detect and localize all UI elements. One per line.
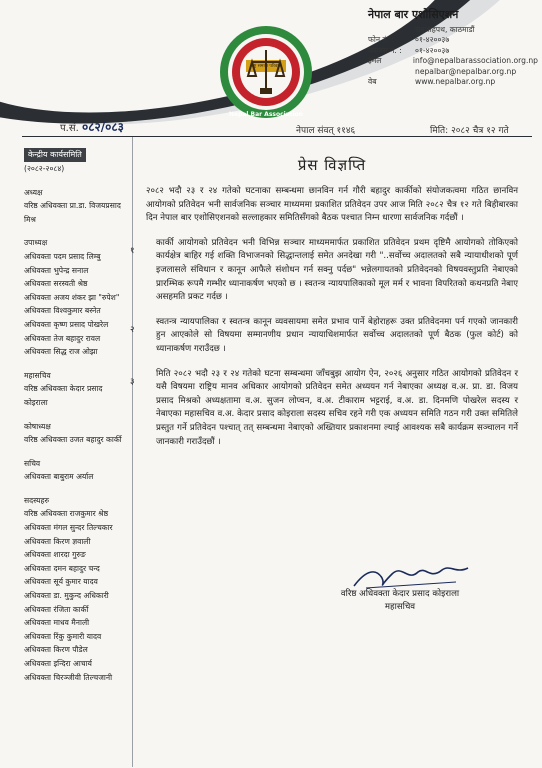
member-name: अधिवक्ता मंगल सुन्दर तिल्चकार	[24, 523, 113, 533]
org-email-row	[368, 56, 538, 67]
member-name: अधिवक्ता अजय शंकर झा "रुपेश"	[24, 292, 120, 302]
date-label: मिति:	[430, 126, 449, 136]
point-number: १	[130, 245, 135, 256]
press-release-title: प्रेस विज्ञप्ति	[297, 156, 367, 174]
org-address: रामशाहपथ, काठमाडौं	[415, 24, 475, 34]
section-title-vice-presidents: उपाध्यक्ष	[24, 238, 48, 248]
member-name: वरिष्ठ अधिवक्ता राजकुमार श्रेष्ठ	[24, 509, 109, 519]
member-name: अधिवक्ता सरस्वती श्रेष्ठ	[24, 279, 88, 289]
org-phone: ०१-४२००३७	[415, 35, 450, 44]
member-name: अधिवक्ता दमन बहादुर चन्द	[24, 563, 100, 573]
point-text: मिति २०८२ भदौ २३ र २४ गतेको घटना सम्बन्धमा जाँचबुझ आयोग ऐन, २०२६ अनुसार गठित आयोगको प्रतिवेदन र यसै विषयमा राष्ट्रिय मानव अधिकार आयोगको प्रतिवेदन समेत अध्ययन गर्न नेबाएका अध्यक्ष व.अ. प्रा. डा. विजय प्रसाद मिश्रको अध्यक्षतामा व.अ. सुजन लोप्चन, व.अ. टीकाराम भट्टराई, व.अ. डा. दिनमणि पोखरेल सदस्य र नेबाएका महासचिव व.अ. केदार प्रसाद कोइराला सदस्य सचिव रहने गरी एक अध्ययन समिति गठन गरी उक्त समितिले प्रस्तुत गर्ने प्रतिवेदन पश्चात् तत् सम्बन्धमा नेबाएको अख्तियार प्रकाशनमा ल्याई आवश्यक सबै कार्यक्रम सञ्चालन गर्ने जानकारी गराउँदछौं ।	[156, 368, 518, 447]
org-phone-row	[368, 35, 538, 46]
org-email-2[interactable]: nepalbar@nepalbar.org.np	[415, 66, 517, 76]
committee-sidebar	[24, 148, 128, 684]
org-address-row	[368, 25, 538, 36]
member-name: अधिवक्ता शारदा गुरुङ	[24, 550, 86, 560]
header-divider	[22, 136, 532, 137]
point-text: स्वतन्त्र न्यायपालिका र स्वतन्त्र कानून व्यवसायमा समेत प्रभाव पार्ने बेहोराहरू उक्त प्रतिवेदनमा पर्न गएको जानकारी हुन आएकोले सो विषयमा सम्मानणीय प्रधान न्यायाधिशमार्फत सर्वोच्च अदालतको पूर्ण बैठक (फुल कोर्ट) को ध्यानाकर्षण गराउँदछ ।	[156, 316, 518, 354]
member-name: अधिवक्ता बाबुराम अर्याल	[24, 472, 94, 482]
org-email[interactable]: info@nepalbarassociation.org.np	[412, 56, 538, 65]
member-name: अधिवक्ता विश्वकुमार बस्नेत	[24, 306, 101, 316]
org-email2-row	[368, 67, 538, 78]
org-phone-label: फोन नं. :	[368, 35, 395, 44]
member-name: अधिवक्ता रिंकु कुमारी यादव	[24, 631, 102, 641]
reference-value: ०८२/०८३	[82, 120, 124, 134]
org-website[interactable]: www.nepalbar.org.np	[415, 77, 496, 86]
logo-text-top: राष्ट्र समाज परिवारः	[250, 64, 282, 69]
member-name: अधिवक्ता कृष्ण प्रसाद पोखरेल	[24, 319, 109, 329]
member-name: वरिष्ठ अधिवक्ता प्रा.डा. विजयप्रसाद मिश्र	[24, 201, 121, 224]
point-item	[130, 316, 518, 357]
member-name: अधिवक्ता तेज बहादुर रावल	[24, 333, 101, 343]
sidebar-divider	[132, 137, 133, 767]
point-item	[130, 368, 518, 450]
section-title-general-secretary: महासचिव	[24, 370, 51, 380]
point-text: कार्की आयोगको प्रतिवेदन भनी विभिन्न सञ्चार माध्यममार्फत प्रकाशित प्रतिवेदन प्रथम दृष्टिमै आयोगको तोकिएको कार्यक्षेत्र बाहिर गई शक्ति विभाजनको सिद्धान्तलाई समेत अनदेखा गरी "..सर्वोच्च अदालतको सबै न्यायाधीशको पूर्ण इजलासले संविधान र कानून आफैले संशोधन गर्न सक्नु पर्दछ" भन्नेलगायतको प्रतिवेदनको विषयवस्तुप्रति नेबाएको प्रारम्भिक रूपमै गम्भीर ध्यानाकर्षण भएको छ । स्वतन्त्र न्यायपालिकाको मूल मर्म र भावना विपरितको कथनप्रति नेबाए असहमति प्रकट गर्दछ ।	[156, 237, 518, 303]
org-row-key	[368, 25, 415, 36]
section-title-members: सदस्यहरु	[24, 495, 50, 505]
member-name: अधिवक्ता सूर्य कुमार यादव	[24, 577, 98, 587]
org-contact-block	[368, 10, 538, 88]
org-fax: ०१-४२००३७	[415, 45, 450, 55]
intro-paragraph: २०८२ भदौ २३ र २४ गतेको घटनाका सम्बन्धमा छानविन गर्न गौरी बहादुर कार्कीको संयोजकत्वमा गठित छानविन आयोगको प्रतिवेदन भनी सार्वजनिक सञ्चार माध्यममा प्रकाशित प्रतिवेदन उपर आज मिति २०८२ चैत्र १२ गते बिहीबारका दिन नेपाल बार एशोसिएशनको सल्लाहकार समितिसँगको बैठक पश्चात निम्न धारणा सार्वजनिक गर्दछौं ।	[146, 186, 518, 224]
logo-text-bottom: Nepal Bar Association	[228, 111, 304, 118]
member-name: वरिष्ठ अधिवक्ता केदार प्रसाद कोइराला	[24, 384, 103, 407]
reference-label: प.सं.	[60, 123, 79, 134]
org-email-label: इमेल	[368, 56, 382, 65]
member-name: अधिवक्ता रंजिता कार्की	[24, 604, 89, 614]
org-web-row	[368, 77, 538, 88]
signatory-name: वरिष्ठ अधिवक्ता केदार प्रसाद कोइराला	[340, 589, 460, 599]
nepal-bar-association-logo	[216, 22, 316, 122]
point-item	[130, 237, 518, 305]
section-title-secretary: सचिव	[24, 458, 41, 468]
member-name: अधिवक्ता चिरञ्जीवी तिल्चजानी	[24, 672, 113, 682]
reference-number	[60, 118, 124, 135]
org-fax-label: फ्याक्स नं. :	[368, 45, 402, 55]
nepal-samvat	[296, 123, 355, 136]
member-name: अधिवक्ता माधव मैनाली	[24, 618, 90, 628]
org-web-label: वेब	[368, 77, 377, 86]
letter-date	[430, 123, 509, 136]
org-name: नेपाल बार एशोसिएशन	[368, 8, 459, 21]
section-title-treasurer: कोषाध्यक्ष	[24, 421, 51, 431]
member-name: अधिवक्ता इन्दिरा आचार्य	[24, 659, 92, 668]
date-value: २०८२ चैत्र १२ गते	[451, 126, 509, 136]
signature-block	[300, 588, 500, 614]
member-name: अधिवक्ता किरण ज्ञवाली	[24, 536, 91, 546]
committee-term: (२०८२-२०८४)	[24, 164, 65, 173]
committee-heading: केन्द्रीय कार्यसमिति	[24, 148, 86, 162]
point-number: २	[130, 324, 135, 335]
point-number: ३	[130, 376, 135, 387]
signatory-designation: महासचिव	[384, 602, 416, 612]
press-release-body	[130, 155, 518, 449]
member-name: वरिष्ठ अधिवक्ता उजत बहादुर कार्की	[24, 435, 122, 445]
member-name: अधिवक्ता डा. मुकुन्द अधिकारी	[24, 591, 109, 601]
org-fax-row	[368, 46, 538, 57]
member-name: अधिवक्ता भुपेन्द्र सनाल	[24, 265, 89, 275]
nepal-samvat-text: नेपाल संवत् ११४६	[296, 126, 356, 136]
member-name: अधिवक्ता किरण पौडेल	[24, 645, 88, 655]
section-title-president: अध्यक्ष	[24, 187, 43, 197]
member-name: अधिवक्ता सिद्ध राज ओझा	[24, 347, 98, 357]
org-row-key	[368, 67, 415, 78]
member-name: अधिवक्ता पदम प्रसाद लिम्बु	[24, 251, 101, 261]
